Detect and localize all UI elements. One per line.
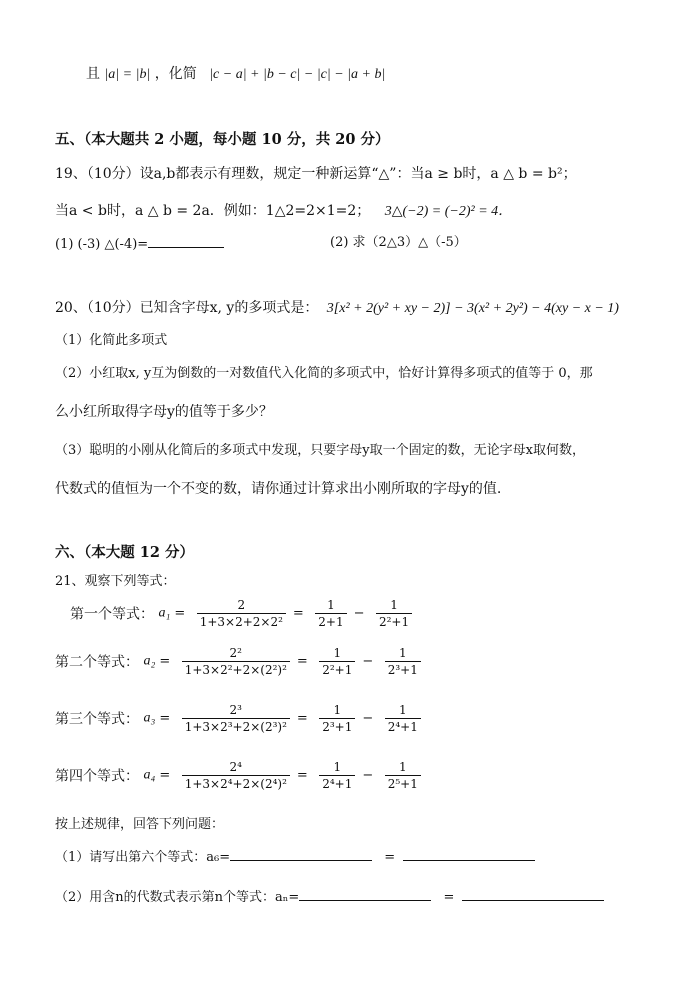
equation-3: 第三个等式： a₃ = $\frac{\text{2³}}{\text{1+3×2³+2×(2³)²}}$ = $\frac{1}{\text{2³+1}}$ − $\frac{1}{\text{2⁴+1}}$ [55, 703, 424, 734]
equation-4: 第四个等式： a₄ = $\frac{\text{2⁴}}{\text{1+3×2⁴+2×(2⁴)²}}$ = $\frac{1}{\text{2⁴+1}}$ − $\frac{1}{\text{2⁵+1}}$ [55, 760, 424, 791]
equation-lhs: a₃ [143, 710, 156, 726]
q21-part1-blank-a[interactable] [230, 846, 372, 861]
term2-fraction: $\frac{1}{\text{2³+1}}$ [385, 646, 421, 677]
q20-intro-line [55, 298, 619, 319]
q21-part1-blank-b[interactable] [403, 846, 535, 861]
term1-fraction: $\frac{1}{2+1}$ [315, 598, 346, 629]
q20-intro: 20、（10分）已知含字母x, y的多项式是： [55, 300, 319, 316]
q20-part2-b: 么小红所取得字母y的值等于多少？ [55, 404, 273, 420]
equation-label: 第四个等式： [55, 768, 139, 785]
top-condition: |a| = |b| [104, 67, 151, 82]
top-expression: |c − a| + |b − c| − |c| − |a + b| [209, 67, 386, 82]
top-mid: ，化简 [154, 66, 197, 82]
term1-fraction: $\frac{1}{\text{2³+1}}$ [319, 703, 355, 734]
term2-fraction: $\frac{1}{\text{2⁴+1}}$ [385, 703, 421, 734]
q19-part1-text: (1) (-3) △(-4)= [55, 237, 149, 252]
q20-part2-a: （2）小红取x, y互为倒数的一对数值代入化简的多项式中，恰好计算得多项式的值等于 0，那 [55, 366, 593, 381]
main-fraction: $\frac{\text{2³}}{\text{1+3×2³+2×(2³)²}}$ [182, 703, 290, 734]
term1-fraction: $\frac{1}{\text{2⁴+1}}$ [319, 760, 355, 791]
q19-line2-part-b: 3△(−2) = (−2)² = 4． [384, 204, 513, 219]
q19-part1 [55, 233, 224, 255]
q19-part2: (2) 求（2△3）△（-5） [330, 235, 467, 250]
q19-line2 [55, 201, 512, 222]
q21-part2 [55, 886, 604, 908]
q21-part2-equals: = [443, 890, 455, 905]
q21-part2-blank-a[interactable] [299, 886, 431, 901]
section5-heading: 五、（本大题共 2 小题，每小题 10 分，共 20 分） [55, 131, 390, 148]
q20-part3-a: （3）聪明的小刚从化简后的多项式中发现，只要字母y取一个固定的数，无论字母x取何数， [55, 443, 585, 458]
q19-line2-part-a: 当a < b时，a △ b = 2a．例如：1△2=2×1=2； [55, 203, 371, 219]
equation-lhs: a₄ [143, 767, 156, 783]
equation-label: 第三个等式： [55, 711, 139, 728]
equation-label: 第一个等式： [70, 606, 154, 623]
q21-intro: 21、观察下列等式： [55, 574, 176, 589]
equation-lhs: a₁ [158, 605, 171, 621]
term1-fraction: $\frac{1}{\text{2²+1}}$ [319, 646, 355, 677]
q21-part1 [55, 846, 535, 868]
term2-fraction: $\frac{1}{\text{2⁵+1}}$ [385, 760, 421, 791]
q19-part1-blank[interactable] [148, 233, 224, 248]
q21-part2-text: （2）用含n的代数式表示第n个等式：aₙ= [55, 890, 300, 905]
top-line [86, 64, 385, 85]
q20-polynomial: 3[x² + 2(y² + xy − 2)] − 3(x² + 2y²) − 4(xy − x − 1) [326, 301, 619, 316]
q20-part1: （1）化简此多项式 [55, 333, 168, 348]
q19-line1: 19、（10分）设a,b都表示有理数，规定一种新运算“△”：当a ≥ b时，a △ b = b²； [55, 166, 577, 182]
main-fraction: $\frac{2}{\text{1+3×2+2×2²}}$ [197, 598, 286, 629]
equation-2: 第二个等式： a₂ = $\frac{\text{2²}}{\text{1+3×2²+2×(2²)²}}$ = $\frac{1}{\text{2²+1}}$ − $\frac{1}{\text{2³+1}}$ [55, 646, 424, 677]
top-prefix: 且 [86, 66, 100, 82]
q21-part2-blank-b[interactable] [462, 886, 604, 901]
equation-1: 第一个等式： a₁ = $\frac{2}{\text{1+3×2+2×2²}}$ = $\frac{1}{2+1}$ − $\frac{1}{\text{2²+1}}$ [70, 598, 415, 629]
q21-part1-text: （1）请写出第六个等式：a₆= [55, 850, 231, 865]
q21-part1-equals: = [384, 850, 396, 865]
main-fraction: $\frac{\text{2²}}{\text{1+3×2²+2×(2²)²}}$ [182, 646, 290, 677]
main-fraction: $\frac{\text{2⁴}}{\text{1+3×2⁴+2×(2⁴)²}}$ [182, 760, 290, 791]
equation-lhs: a₂ [143, 653, 156, 669]
section6-heading: 六、（本大题 12 分） [55, 544, 195, 561]
q21-rule: 按上述规律，回答下列问题： [55, 817, 225, 832]
term2-fraction: $\frac{1}{\text{2²+1}}$ [376, 598, 412, 629]
equation-label: 第二个等式： [55, 654, 139, 671]
q20-part3-b: 代数式的值恒为一个不变的数，请你通过计算求出小刚所取的字母y的值. [55, 481, 502, 497]
